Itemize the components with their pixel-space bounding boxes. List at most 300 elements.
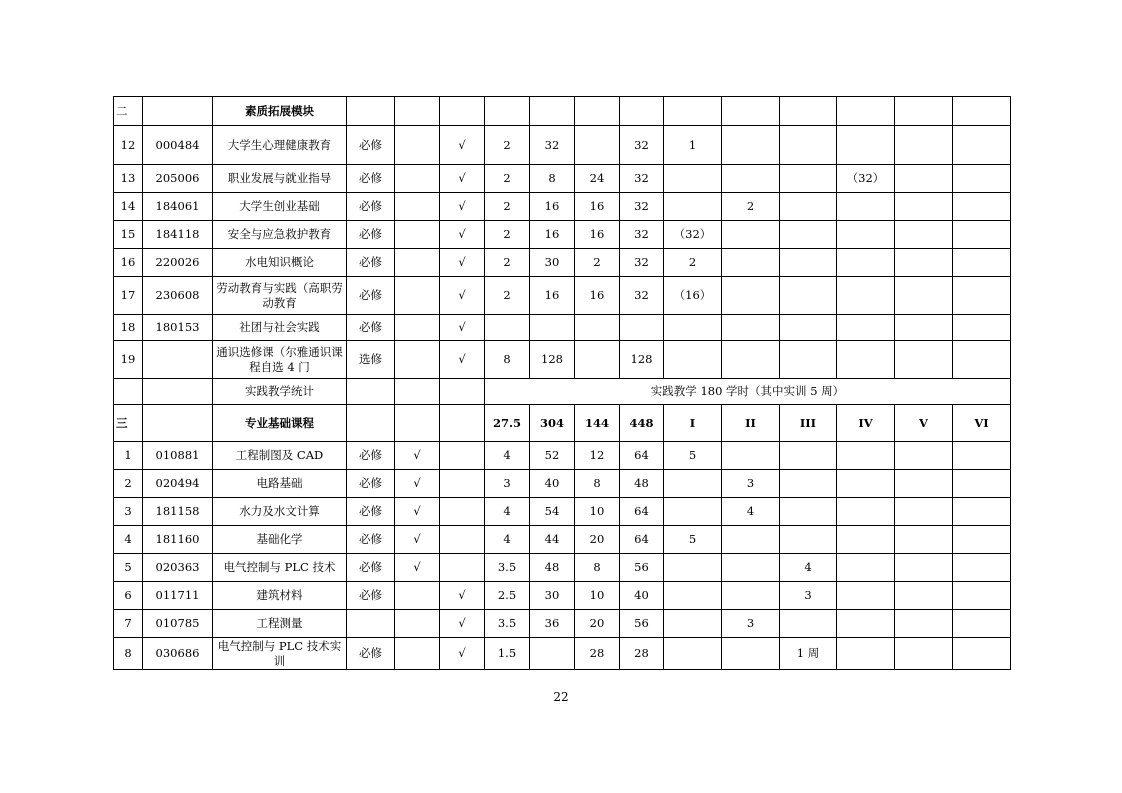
table-cell: 大学生心理健康教育 bbox=[213, 126, 347, 165]
table-cell bbox=[895, 582, 953, 610]
table-cell: 28 bbox=[620, 638, 664, 670]
table-cell: √ bbox=[440, 193, 485, 221]
table-cell: 必修 bbox=[347, 498, 395, 526]
table-cell: 13 bbox=[114, 165, 143, 193]
table-cell bbox=[143, 405, 213, 442]
table-cell bbox=[664, 470, 722, 498]
table-cell: √ bbox=[440, 165, 485, 193]
table-cell: 工程测量 bbox=[213, 610, 347, 638]
table-cell: 12 bbox=[575, 442, 620, 470]
table-row bbox=[114, 277, 1011, 315]
table-cell: 社团与社会实践 bbox=[213, 315, 347, 341]
table-cell bbox=[575, 97, 620, 126]
table-cell: √ bbox=[440, 638, 485, 670]
table-cell: 14 bbox=[114, 193, 143, 221]
table-cell: 安全与应急救护教育 bbox=[213, 221, 347, 249]
table-cell: 144 bbox=[575, 405, 620, 442]
table-cell bbox=[395, 341, 440, 379]
table-cell bbox=[780, 193, 837, 221]
section-header-row bbox=[114, 97, 1011, 126]
table-cell: 30 bbox=[530, 582, 575, 610]
table-cell: 4 bbox=[485, 442, 530, 470]
table-cell: 3 bbox=[485, 470, 530, 498]
table-cell: 职业发展与就业指导 bbox=[213, 165, 347, 193]
table-cell bbox=[895, 470, 953, 498]
table-cell: 2 bbox=[114, 470, 143, 498]
table-row bbox=[114, 126, 1011, 165]
table-cell bbox=[895, 165, 953, 193]
table-cell: 12 bbox=[114, 126, 143, 165]
table-cell: 44 bbox=[530, 526, 575, 554]
table-cell bbox=[895, 249, 953, 277]
table-cell: 32 bbox=[620, 126, 664, 165]
table-cell bbox=[664, 554, 722, 582]
table-cell bbox=[837, 638, 895, 670]
table-cell bbox=[722, 638, 780, 670]
table-cell: 必修 bbox=[347, 470, 395, 498]
table-cell: 实践教学统计 bbox=[213, 379, 347, 405]
table-cell: √ bbox=[395, 470, 440, 498]
table-cell bbox=[953, 277, 1011, 315]
table-row bbox=[114, 638, 1011, 670]
table-cell: 通识选修课（尔雅通识课程自选 4 门 bbox=[213, 341, 347, 379]
table-cell: 20 bbox=[575, 610, 620, 638]
table-cell bbox=[395, 610, 440, 638]
table-cell: 5 bbox=[114, 554, 143, 582]
table-cell bbox=[143, 97, 213, 126]
table-cell bbox=[395, 379, 440, 405]
table-cell: 3 bbox=[722, 610, 780, 638]
table-row bbox=[114, 442, 1011, 470]
table-cell bbox=[895, 221, 953, 249]
course-schedule-table bbox=[113, 96, 1011, 670]
table-cell: 64 bbox=[620, 442, 664, 470]
table-cell: 素质拓展模块 bbox=[213, 97, 347, 126]
table-cell: 184118 bbox=[143, 221, 213, 249]
table-cell: 32 bbox=[620, 277, 664, 315]
table-cell: 16 bbox=[575, 221, 620, 249]
table-cell: 建筑材料 bbox=[213, 582, 347, 610]
table-cell: 010785 bbox=[143, 610, 213, 638]
table-row bbox=[114, 526, 1011, 554]
table-cell bbox=[895, 315, 953, 341]
table-cell: √ bbox=[440, 249, 485, 277]
table-cell bbox=[114, 379, 143, 405]
table-cell: 15 bbox=[114, 221, 143, 249]
table-cell bbox=[664, 97, 722, 126]
table-cell: √ bbox=[395, 526, 440, 554]
table-cell: 230608 bbox=[143, 277, 213, 315]
table-cell bbox=[953, 193, 1011, 221]
table-cell bbox=[722, 341, 780, 379]
table-cell bbox=[953, 341, 1011, 379]
table-row bbox=[114, 470, 1011, 498]
table-cell: （16） bbox=[664, 277, 722, 315]
table-cell bbox=[395, 193, 440, 221]
table-cell bbox=[780, 277, 837, 315]
table-cell: 5 bbox=[664, 442, 722, 470]
table-cell bbox=[895, 638, 953, 670]
table-cell bbox=[780, 442, 837, 470]
table-cell: 2 bbox=[664, 249, 722, 277]
table-cell: 32 bbox=[620, 221, 664, 249]
table-cell: 17 bbox=[114, 277, 143, 315]
table-cell bbox=[780, 249, 837, 277]
table-cell bbox=[837, 277, 895, 315]
table-cell bbox=[395, 638, 440, 670]
table-cell bbox=[485, 97, 530, 126]
table-cell bbox=[664, 315, 722, 341]
table-cell: 必修 bbox=[347, 315, 395, 341]
table-cell: 448 bbox=[620, 405, 664, 442]
table-cell bbox=[895, 277, 953, 315]
table-cell: 181158 bbox=[143, 498, 213, 526]
table-cell: √ bbox=[395, 554, 440, 582]
table-cell bbox=[895, 126, 953, 165]
table-cell: 30 bbox=[530, 249, 575, 277]
table-cell bbox=[837, 498, 895, 526]
table-row bbox=[114, 582, 1011, 610]
table-cell: 28 bbox=[575, 638, 620, 670]
table-cell: 必修 bbox=[347, 554, 395, 582]
table-cell: 4 bbox=[722, 498, 780, 526]
table-cell bbox=[722, 315, 780, 341]
table-cell bbox=[143, 379, 213, 405]
table-cell bbox=[722, 165, 780, 193]
table-cell bbox=[780, 470, 837, 498]
table-cell: 必修 bbox=[347, 526, 395, 554]
table-cell bbox=[664, 498, 722, 526]
table-row bbox=[114, 315, 1011, 341]
table-cell: 16 bbox=[530, 221, 575, 249]
table-cell bbox=[837, 610, 895, 638]
table-cell: 1.5 bbox=[485, 638, 530, 670]
table-cell: 1 bbox=[114, 442, 143, 470]
table-cell bbox=[953, 315, 1011, 341]
table-cell: 18 bbox=[114, 315, 143, 341]
table-cell: 54 bbox=[530, 498, 575, 526]
table-cell: VI bbox=[953, 405, 1011, 442]
table-cell: III bbox=[780, 405, 837, 442]
table-cell: √ bbox=[440, 277, 485, 315]
table-cell bbox=[722, 97, 780, 126]
table-cell bbox=[347, 405, 395, 442]
table-cell bbox=[722, 526, 780, 554]
table-cell: 1 周 bbox=[780, 638, 837, 670]
table-cell bbox=[895, 442, 953, 470]
table-cell bbox=[953, 470, 1011, 498]
table-cell: 水力及水文计算 bbox=[213, 498, 347, 526]
table-cell: 32 bbox=[620, 193, 664, 221]
table-row bbox=[114, 221, 1011, 249]
table-cell: 2 bbox=[485, 193, 530, 221]
table-cell bbox=[530, 638, 575, 670]
table-cell bbox=[722, 554, 780, 582]
table-cell: 16 bbox=[114, 249, 143, 277]
table-cell bbox=[780, 498, 837, 526]
table-cell: 电路基础 bbox=[213, 470, 347, 498]
table-cell: 011711 bbox=[143, 582, 213, 610]
table-cell bbox=[395, 97, 440, 126]
table-cell: 大学生创业基础 bbox=[213, 193, 347, 221]
table-cell bbox=[837, 582, 895, 610]
table-cell bbox=[143, 341, 213, 379]
table-cell: 19 bbox=[114, 341, 143, 379]
table-body bbox=[114, 97, 1011, 670]
table-cell bbox=[664, 165, 722, 193]
table-cell bbox=[780, 526, 837, 554]
table-cell bbox=[837, 526, 895, 554]
table-cell: 030686 bbox=[143, 638, 213, 670]
table-cell: 16 bbox=[530, 193, 575, 221]
table-cell: 2.5 bbox=[485, 582, 530, 610]
table-cell bbox=[347, 610, 395, 638]
table-cell: 水电知识概论 bbox=[213, 249, 347, 277]
table-cell bbox=[440, 526, 485, 554]
table-cell: 020363 bbox=[143, 554, 213, 582]
table-cell: 48 bbox=[530, 554, 575, 582]
table-cell bbox=[953, 221, 1011, 249]
table-cell bbox=[953, 165, 1011, 193]
table-row bbox=[114, 610, 1011, 638]
table-cell: √ bbox=[440, 610, 485, 638]
table-cell bbox=[395, 165, 440, 193]
table-cell: 128 bbox=[620, 341, 664, 379]
table-cell: 56 bbox=[620, 554, 664, 582]
table-cell: 2 bbox=[575, 249, 620, 277]
table-cell bbox=[440, 379, 485, 405]
table-cell bbox=[440, 498, 485, 526]
table-cell bbox=[837, 554, 895, 582]
table-cell: V bbox=[895, 405, 953, 442]
table-cell bbox=[953, 582, 1011, 610]
table-cell: （32） bbox=[664, 221, 722, 249]
table-row bbox=[114, 341, 1011, 379]
table-cell: 64 bbox=[620, 498, 664, 526]
table-cell: 必修 bbox=[347, 249, 395, 277]
table-cell: √ bbox=[440, 315, 485, 341]
table-cell bbox=[440, 554, 485, 582]
table-cell: 40 bbox=[530, 470, 575, 498]
table-cell: II bbox=[722, 405, 780, 442]
table-cell: 16 bbox=[575, 277, 620, 315]
table-cell: 32 bbox=[530, 126, 575, 165]
table-cell bbox=[620, 97, 664, 126]
table-cell bbox=[347, 379, 395, 405]
table-cell: 27.5 bbox=[485, 405, 530, 442]
table-cell: 205006 bbox=[143, 165, 213, 193]
table-cell: 2 bbox=[485, 165, 530, 193]
table-cell: 必修 bbox=[347, 193, 395, 221]
table-cell bbox=[664, 638, 722, 670]
table-cell: 7 bbox=[114, 610, 143, 638]
table-cell: 180153 bbox=[143, 315, 213, 341]
table-cell bbox=[837, 193, 895, 221]
table-cell bbox=[895, 498, 953, 526]
table-cell: 3 bbox=[114, 498, 143, 526]
table-cell bbox=[953, 126, 1011, 165]
table-cell: 184061 bbox=[143, 193, 213, 221]
table-cell: 36 bbox=[530, 610, 575, 638]
table-cell: 52 bbox=[530, 442, 575, 470]
table-cell bbox=[575, 315, 620, 341]
table-cell bbox=[837, 97, 895, 126]
table-cell: 电气控制与 PLC 技术实训 bbox=[213, 638, 347, 670]
table-cell: 5 bbox=[664, 526, 722, 554]
table-cell bbox=[780, 341, 837, 379]
table-cell bbox=[837, 315, 895, 341]
table-cell bbox=[780, 315, 837, 341]
table-cell: 304 bbox=[530, 405, 575, 442]
table-cell: 必修 bbox=[347, 442, 395, 470]
table-cell bbox=[722, 442, 780, 470]
table-cell bbox=[837, 470, 895, 498]
table-cell: 4 bbox=[780, 554, 837, 582]
table-cell bbox=[575, 341, 620, 379]
table-cell: 必修 bbox=[347, 638, 395, 670]
table-cell bbox=[953, 498, 1011, 526]
table-cell bbox=[440, 470, 485, 498]
table-cell: IV bbox=[837, 405, 895, 442]
table-cell: 000484 bbox=[143, 126, 213, 165]
table-cell: 10 bbox=[575, 498, 620, 526]
table-cell: 128 bbox=[530, 341, 575, 379]
table-cell: 56 bbox=[620, 610, 664, 638]
table-cell bbox=[664, 341, 722, 379]
table-cell bbox=[722, 277, 780, 315]
table-cell: 必修 bbox=[347, 582, 395, 610]
table-cell bbox=[395, 315, 440, 341]
table-cell bbox=[664, 582, 722, 610]
table-cell bbox=[895, 526, 953, 554]
table-cell: 64 bbox=[620, 526, 664, 554]
table-cell: 必修 bbox=[347, 165, 395, 193]
table-cell: 3.5 bbox=[485, 554, 530, 582]
table-cell: 10 bbox=[575, 582, 620, 610]
table-cell: 3.5 bbox=[485, 610, 530, 638]
table-cell: 必修 bbox=[347, 221, 395, 249]
table-cell: 必修 bbox=[347, 126, 395, 165]
table-cell: 220026 bbox=[143, 249, 213, 277]
table-cell bbox=[837, 126, 895, 165]
table-cell bbox=[953, 442, 1011, 470]
table-cell bbox=[895, 554, 953, 582]
table-cell bbox=[837, 249, 895, 277]
table-cell: √ bbox=[395, 498, 440, 526]
table-cell: 选修 bbox=[347, 341, 395, 379]
table-cell bbox=[395, 221, 440, 249]
table-cell: 010881 bbox=[143, 442, 213, 470]
table-cell: I bbox=[664, 405, 722, 442]
table-cell: 4 bbox=[485, 498, 530, 526]
table-cell bbox=[395, 582, 440, 610]
section-header-row bbox=[114, 405, 1011, 442]
table-cell bbox=[395, 126, 440, 165]
table-cell: 1 bbox=[664, 126, 722, 165]
table-cell: 8 bbox=[485, 341, 530, 379]
table-cell: 专业基础课程 bbox=[213, 405, 347, 442]
page-number: 22 bbox=[553, 690, 569, 704]
table-cell bbox=[953, 610, 1011, 638]
table-cell bbox=[347, 97, 395, 126]
table-cell bbox=[953, 638, 1011, 670]
table-cell: 8 bbox=[575, 554, 620, 582]
table-cell: 3 bbox=[722, 470, 780, 498]
table-cell: 8 bbox=[114, 638, 143, 670]
table-cell bbox=[440, 97, 485, 126]
table-cell: 基础化学 bbox=[213, 526, 347, 554]
table-cell bbox=[722, 221, 780, 249]
table-cell: 8 bbox=[575, 470, 620, 498]
table-cell: √ bbox=[440, 126, 485, 165]
table-cell: 2 bbox=[722, 193, 780, 221]
table-cell: 4 bbox=[114, 526, 143, 554]
table-cell bbox=[485, 315, 530, 341]
table-cell bbox=[953, 97, 1011, 126]
table-cell bbox=[395, 405, 440, 442]
table-cell: 2 bbox=[485, 221, 530, 249]
table-cell: 3 bbox=[780, 582, 837, 610]
table-cell: 2 bbox=[485, 277, 530, 315]
table-cell: 工程制图及 CAD bbox=[213, 442, 347, 470]
table-cell: 二 bbox=[114, 97, 143, 126]
table-cell bbox=[953, 249, 1011, 277]
table-cell: √ bbox=[440, 582, 485, 610]
table-cell bbox=[620, 315, 664, 341]
table-cell bbox=[664, 610, 722, 638]
table-cell bbox=[575, 126, 620, 165]
table-cell: 16 bbox=[575, 193, 620, 221]
table-cell bbox=[895, 193, 953, 221]
table-cell: √ bbox=[395, 442, 440, 470]
table-cell bbox=[895, 610, 953, 638]
table-cell bbox=[440, 442, 485, 470]
table-cell: 三 bbox=[114, 405, 143, 442]
table-cell bbox=[837, 442, 895, 470]
table-cell: 8 bbox=[530, 165, 575, 193]
table-row bbox=[114, 498, 1011, 526]
table-cell bbox=[837, 221, 895, 249]
table-cell bbox=[722, 126, 780, 165]
table-cell bbox=[895, 97, 953, 126]
table-cell bbox=[722, 582, 780, 610]
table-cell: 电气控制与 PLC 技术 bbox=[213, 554, 347, 582]
table-row bbox=[114, 249, 1011, 277]
table-cell bbox=[440, 405, 485, 442]
table-cell bbox=[953, 526, 1011, 554]
table-cell bbox=[837, 341, 895, 379]
table-cell bbox=[395, 249, 440, 277]
table-cell bbox=[722, 249, 780, 277]
table-cell bbox=[780, 610, 837, 638]
table-cell: （32） bbox=[837, 165, 895, 193]
table-cell: 181160 bbox=[143, 526, 213, 554]
table-cell bbox=[530, 97, 575, 126]
table-cell bbox=[664, 193, 722, 221]
table-cell: √ bbox=[440, 221, 485, 249]
table-cell bbox=[953, 554, 1011, 582]
table-row bbox=[114, 554, 1011, 582]
table-cell bbox=[780, 97, 837, 126]
table-cell bbox=[395, 277, 440, 315]
table-cell bbox=[780, 165, 837, 193]
table-cell: 020494 bbox=[143, 470, 213, 498]
table-cell: 20 bbox=[575, 526, 620, 554]
table-cell: 32 bbox=[620, 249, 664, 277]
table-cell: 32 bbox=[620, 165, 664, 193]
table-cell: 2 bbox=[485, 249, 530, 277]
table-cell bbox=[780, 221, 837, 249]
